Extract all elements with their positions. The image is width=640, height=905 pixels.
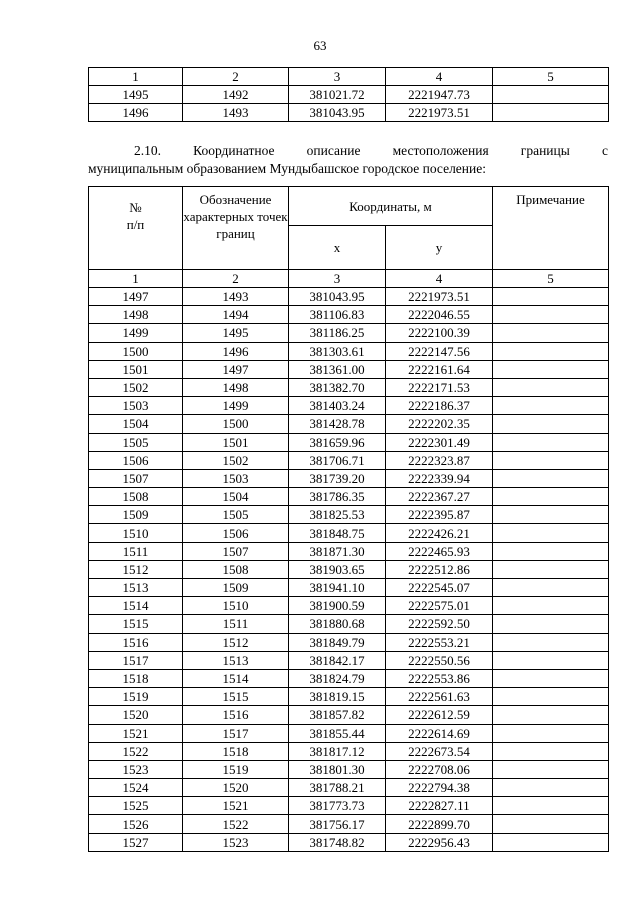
table-cell: [493, 433, 609, 451]
table-cell: 3: [289, 68, 386, 86]
table-cell: 2222794.38: [386, 779, 493, 797]
table-cell: 1498: [183, 378, 289, 396]
column-number-cell: 2: [183, 270, 289, 288]
table-cell: [493, 797, 609, 815]
table-row: [89, 797, 609, 815]
table-cell: 2222147.56: [386, 342, 493, 360]
table-cell: 1525: [89, 797, 183, 815]
table-cell: 2222323.87: [386, 451, 493, 469]
column-number-cell: 3: [289, 270, 386, 288]
table-cell: [493, 469, 609, 487]
table-cell: 1509: [89, 506, 183, 524]
table-row: [89, 633, 609, 651]
table-cell: 381739.20: [289, 469, 386, 487]
table-cell: 1494: [183, 306, 289, 324]
table-row: [89, 104, 609, 122]
table-row: [89, 86, 609, 104]
table-cell: 1493: [183, 104, 289, 122]
table-cell: 1522: [89, 742, 183, 760]
table-cell: 381043.95: [289, 104, 386, 122]
table-row: [89, 579, 609, 597]
table-cell: 2222899.70: [386, 815, 493, 833]
table-row: [89, 760, 609, 778]
table-cell: 1503: [89, 397, 183, 415]
table-cell: [493, 815, 609, 833]
heading-word: с: [601, 143, 608, 158]
table-cell: 381900.59: [289, 597, 386, 615]
table-cell: [493, 542, 609, 560]
table-cell: 2222339.94: [386, 469, 493, 487]
table-row: [89, 451, 609, 469]
table-cell: [493, 615, 609, 633]
table-row: [89, 506, 609, 524]
table-row: [89, 378, 609, 396]
table-cell: 381303.61: [289, 342, 386, 360]
table-row: [89, 597, 609, 615]
table-cell: 1523: [89, 760, 183, 778]
table-cell: 1519: [183, 760, 289, 778]
table-cell: 1507: [89, 469, 183, 487]
column-number-cell: 1: [89, 270, 183, 288]
table-cell: 381748.82: [289, 833, 386, 851]
table-cell: 381880.68: [289, 615, 386, 633]
table-cell: 1496: [89, 104, 183, 122]
table-cell: 1492: [183, 86, 289, 104]
table-row: [89, 651, 609, 669]
table-cell: 1521: [183, 797, 289, 815]
table-cell: 1495: [89, 86, 183, 104]
table-cell: 1516: [89, 633, 183, 651]
table-cell: [493, 633, 609, 651]
table-cell: 381021.72: [289, 86, 386, 104]
table-cell: [493, 560, 609, 578]
table-cell: 381871.30: [289, 542, 386, 560]
table-row: [89, 688, 609, 706]
table-cell: 2222512.86: [386, 560, 493, 578]
table-cell: 1526: [89, 815, 183, 833]
top-coordinates-table: [88, 67, 609, 122]
table-cell: 1520: [89, 706, 183, 724]
table-cell: 1499: [183, 397, 289, 415]
table-cell: 381825.53: [289, 506, 386, 524]
table-row: [89, 397, 609, 415]
table-row: [89, 615, 609, 633]
header-num: № п/п: [89, 187, 183, 270]
table-cell: 1502: [89, 378, 183, 396]
table-cell: [493, 360, 609, 378]
table-row: [89, 815, 609, 833]
table-cell: 381848.75: [289, 524, 386, 542]
table-row: [89, 560, 609, 578]
table-cell: 2222553.21: [386, 633, 493, 651]
table-row: [89, 742, 609, 760]
table-cell: 2222614.69: [386, 724, 493, 742]
table-cell: 1517: [89, 651, 183, 669]
table-cell: 1504: [89, 415, 183, 433]
table-cell: 1527: [89, 833, 183, 851]
table-cell: [493, 488, 609, 506]
header-y: y: [386, 226, 493, 270]
table-cell: 1509: [183, 579, 289, 597]
table-cell: 1512: [183, 633, 289, 651]
table-row: [89, 724, 609, 742]
table-cell: 1: [89, 68, 183, 86]
table-cell: 381817.12: [289, 742, 386, 760]
table-cell: 381855.44: [289, 724, 386, 742]
table-cell: [493, 688, 609, 706]
table-cell: 1515: [89, 615, 183, 633]
column-number-row: [89, 270, 609, 288]
table-cell: 1500: [183, 415, 289, 433]
table-cell: 1497: [183, 360, 289, 378]
header-mark: Обозначение характерных точек границ: [183, 187, 289, 270]
table-cell: 1516: [183, 706, 289, 724]
heading-word: Координатное: [193, 143, 275, 158]
table-cell: 2222426.21: [386, 524, 493, 542]
table-cell: [493, 397, 609, 415]
table-cell: [493, 342, 609, 360]
table-row: [89, 306, 609, 324]
table-cell: 2222100.39: [386, 324, 493, 342]
table-cell: [493, 724, 609, 742]
table-row: [89, 706, 609, 724]
table-cell: 381659.96: [289, 433, 386, 451]
table-cell: 1497: [89, 288, 183, 306]
table-cell: 1506: [183, 524, 289, 542]
table-row: [89, 542, 609, 560]
table-cell: 1498: [89, 306, 183, 324]
table-cell: 381941.10: [289, 579, 386, 597]
table-row: [89, 324, 609, 342]
section-heading-line1: [88, 142, 608, 160]
table-cell: 1515: [183, 688, 289, 706]
header-coords: Координаты, м: [289, 187, 493, 226]
table-cell: 2222465.93: [386, 542, 493, 560]
table-cell: [493, 506, 609, 524]
table-cell: [493, 833, 609, 851]
header-note: Примечание: [493, 187, 609, 270]
table-cell: [493, 524, 609, 542]
table-cell: [493, 651, 609, 669]
table-cell: 1500: [89, 342, 183, 360]
table-row: [89, 342, 609, 360]
table-cell: 2222673.54: [386, 742, 493, 760]
table-cell: 381801.30: [289, 760, 386, 778]
table-cell: 1513: [183, 651, 289, 669]
table-row: [89, 833, 609, 851]
table-header-row: [89, 68, 609, 86]
table-cell: [493, 104, 609, 122]
table-cell: 2222612.59: [386, 706, 493, 724]
table-cell: 2222395.87: [386, 506, 493, 524]
table-cell: 381428.78: [289, 415, 386, 433]
column-number-cell: 5: [493, 270, 609, 288]
table-cell: [493, 415, 609, 433]
table-cell: 1503: [183, 469, 289, 487]
table-cell: 381903.65: [289, 560, 386, 578]
table-row: [89, 524, 609, 542]
table-cell: 5: [493, 68, 609, 86]
table-cell: 381186.25: [289, 324, 386, 342]
table-row: [89, 669, 609, 687]
table-cell: [493, 451, 609, 469]
table-cell: 2222046.55: [386, 306, 493, 324]
table-cell: 1495: [183, 324, 289, 342]
table-cell: 1514: [89, 597, 183, 615]
table-cell: 2222550.56: [386, 651, 493, 669]
table-cell: 2221973.51: [386, 104, 493, 122]
table-cell: 381361.00: [289, 360, 386, 378]
table-cell: [493, 597, 609, 615]
table-cell: 1518: [89, 669, 183, 687]
coordinates-table: [88, 186, 609, 852]
table-cell: 381382.70: [289, 378, 386, 396]
page-number: 63: [313, 38, 327, 53]
table-cell: [493, 706, 609, 724]
table-cell: 1511: [89, 542, 183, 560]
table-cell: 2222367.27: [386, 488, 493, 506]
table-cell: 1510: [89, 524, 183, 542]
heading-word: описание: [306, 143, 361, 158]
table-cell: 2222202.35: [386, 415, 493, 433]
table-cell: [493, 288, 609, 306]
table-cell: [493, 378, 609, 396]
table-cell: 381857.82: [289, 706, 386, 724]
table-cell: 381824.79: [289, 669, 386, 687]
table-cell: 1496: [183, 342, 289, 360]
table-cell: 2222592.50: [386, 615, 493, 633]
table-cell: 2221947.73: [386, 86, 493, 104]
table-cell: 2222545.07: [386, 579, 493, 597]
table-cell: 2222956.43: [386, 833, 493, 851]
table-cell: 381043.95: [289, 288, 386, 306]
table-cell: 1504: [183, 488, 289, 506]
table-row: [89, 288, 609, 306]
table-cell: 1519: [89, 688, 183, 706]
table-cell: [493, 306, 609, 324]
header-x: x: [289, 226, 386, 270]
table-cell: 2222161.64: [386, 360, 493, 378]
table-row: [89, 360, 609, 378]
table-cell: [493, 579, 609, 597]
table-cell: 381106.83: [289, 306, 386, 324]
table-cell: 1523: [183, 833, 289, 851]
table-cell: [493, 86, 609, 104]
table-cell: 381819.15: [289, 688, 386, 706]
table-cell: 1502: [183, 451, 289, 469]
table-cell: [493, 669, 609, 687]
column-number-cell: 4: [386, 270, 493, 288]
table-cell: 1499: [89, 324, 183, 342]
table-cell: [493, 779, 609, 797]
heading-word: границы: [520, 143, 570, 158]
table-cell: [493, 742, 609, 760]
table-cell: 381849.79: [289, 633, 386, 651]
table-cell: 1507: [183, 542, 289, 560]
table-cell: 1524: [89, 779, 183, 797]
section-heading: [88, 142, 608, 178]
table-cell: 1511: [183, 615, 289, 633]
table-cell: 2222575.01: [386, 597, 493, 615]
table-cell: 1510: [183, 597, 289, 615]
table-cell: 2: [183, 68, 289, 86]
table-cell: 2222186.37: [386, 397, 493, 415]
table-cell: 1522: [183, 815, 289, 833]
table-cell: 2221973.51: [386, 288, 493, 306]
heading-word: 2.10.: [134, 143, 161, 158]
table-cell: 1514: [183, 669, 289, 687]
table-cell: 381706.71: [289, 451, 386, 469]
table-cell: [493, 324, 609, 342]
table-cell: 1508: [183, 560, 289, 578]
table-cell: 1493: [183, 288, 289, 306]
table-cell: 1501: [183, 433, 289, 451]
table-cell: 1505: [89, 433, 183, 451]
table-cell: 1521: [89, 724, 183, 742]
table-cell: 1517: [183, 724, 289, 742]
table-row: [89, 488, 609, 506]
table-row: [89, 433, 609, 451]
table-cell: 381756.17: [289, 815, 386, 833]
table-cell: 1513: [89, 579, 183, 597]
table-row: [89, 779, 609, 797]
table-cell: 1505: [183, 506, 289, 524]
table-cell: 2222708.06: [386, 760, 493, 778]
table-cell: 1512: [89, 560, 183, 578]
table-cell: 1518: [183, 742, 289, 760]
table-cell: 1506: [89, 451, 183, 469]
table-row: [89, 469, 609, 487]
table-cell: 2222553.86: [386, 669, 493, 687]
heading-word: местоположения: [392, 143, 489, 158]
table-cell: 381773.73: [289, 797, 386, 815]
table-cell: 1520: [183, 779, 289, 797]
table-cell: 1508: [89, 488, 183, 506]
table-cell: 381842.17: [289, 651, 386, 669]
section-heading-line2: муниципальным образованием Мундыбашское городское поселение:: [88, 161, 486, 176]
table-cell: 2222171.53: [386, 378, 493, 396]
table-cell: 4: [386, 68, 493, 86]
table-cell: 381786.35: [289, 488, 386, 506]
table-cell: 2222827.11: [386, 797, 493, 815]
table-cell: 2222561.63: [386, 688, 493, 706]
table-row: [89, 415, 609, 433]
table-cell: 381788.21: [289, 779, 386, 797]
table-cell: 2222301.49: [386, 433, 493, 451]
table-cell: 381403.24: [289, 397, 386, 415]
table-cell: [493, 760, 609, 778]
table-cell: 1501: [89, 360, 183, 378]
